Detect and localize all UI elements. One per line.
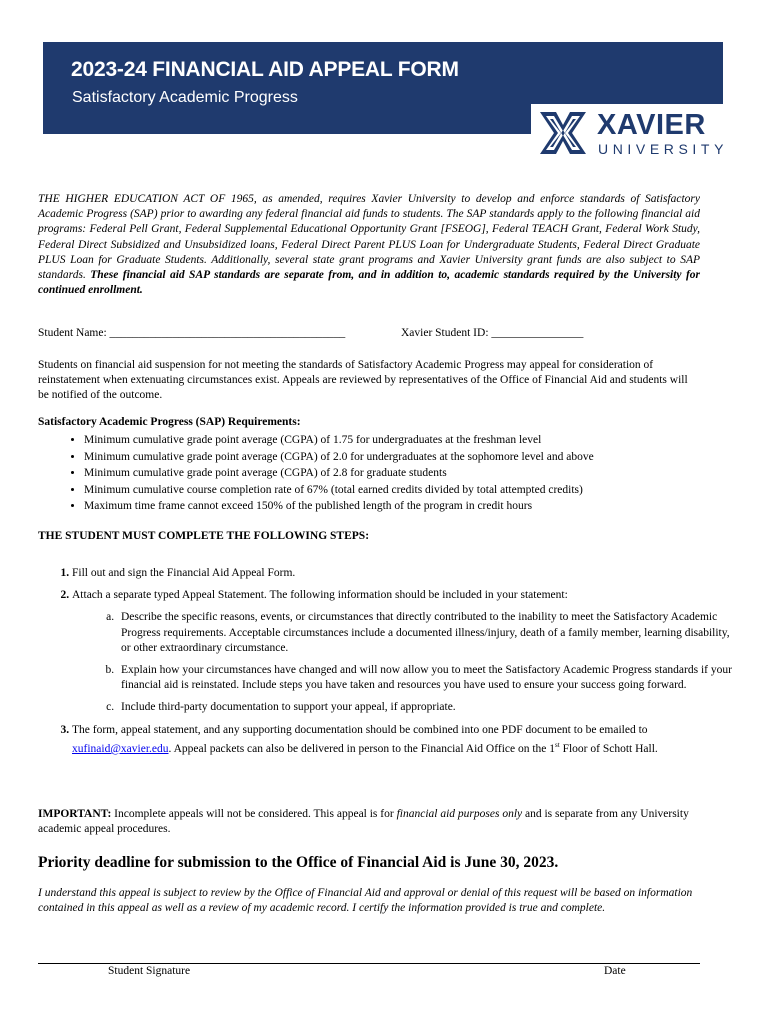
intro-paragraph <box>38 192 700 298</box>
list-item: • Minimum cumulative grade point average (CGPA) of 1.75 for undergraduates at the freshman level <box>84 432 700 449</box>
step-3-text-end: Floor of Schott Hall. <box>559 742 658 755</box>
sap-heading: Satisfactory Academic Progress (SAP) Requirements: <box>38 416 301 428</box>
list-item: • Minimum cumulative grade point average (CGPA) of 2.8 for graduate students <box>84 465 700 482</box>
step-3-text-after: . Appeal packets can also be delivered in person to the Financial Aid Office on the 1 <box>168 742 556 755</box>
list-item: • Minimum cumulative grade point average (CGPA) of 2.0 for undergraduates at the sophomore level and above <box>84 449 700 466</box>
sap-section <box>38 415 700 515</box>
important-note <box>38 807 700 837</box>
intro-bold-text: These financial aid SAP standards are separate from, and in addition to, academic standards required by the University for continued enrollment. <box>38 269 700 297</box>
list-item: c. Include third-party documentation to support your appeal, if appropriate. <box>117 700 734 715</box>
step-3 <box>72 723 734 757</box>
student-id-field[interactable]: Xavier Student ID: ________________ <box>401 327 584 339</box>
list-item: b. Explain how your circumstances have changed and will now allow you to meet the Satisfactory Academic Progress standards if your financial aid is reinstated. Include steps you have taken and resources you have used to ensure your success going forward. <box>117 663 734 693</box>
important-label: IMPORTANT: <box>38 808 112 820</box>
step-1-text: Fill out and sign the Financial Aid Appeal Form. <box>72 567 296 579</box>
date-label: Date <box>604 965 626 977</box>
important-text: Incomplete appeals will not be considered. This appeal is for <box>111 808 397 820</box>
step-2-sublist <box>72 610 734 715</box>
step-2-text: Attach a separate typed Appeal Statement. The following information should be included in your statement: <box>72 589 568 602</box>
step-3-text: The form, appeal statement, and any supporting documentation should be combined into one PDF document to be emailed to <box>72 723 648 736</box>
important-italic: financial aid purposes only <box>396 808 523 820</box>
suspension-paragraph: Students on financial aid suspension for not meeting the standards of Satisfactory Academic Progress may appeal for consideration of reinstatement when extenuating circumstances exist. Appeals are reviewed by representatives of the Office of Financial Aid and students will be notified of the outcome. <box>38 359 688 402</box>
steps-heading: THE STUDENT MUST COMPLETE THE FOLLOWING STEPS: <box>38 530 370 542</box>
certification-statement: I understand this appeal is subject to review by the Office of Financial Aid and approval or denial of this request will be based on information contained in this appeal as well as a review of my academic record. I certify the information provided is true and complete. <box>38 887 693 915</box>
step-2 <box>72 588 734 715</box>
sap-requirements-list <box>38 432 700 515</box>
steps-list <box>38 566 734 764</box>
list-item: • Minimum cumulative course completion rate of 67% (total earned credits divided by total attempted credits) <box>84 482 700 499</box>
step-1 <box>72 566 734 581</box>
xavier-x-logo-icon <box>538 110 588 156</box>
priority-deadline: Priority deadline for submission to the Office of Financial Aid is June 30, 2023. <box>38 854 559 871</box>
form-title: 2023-24 FINANCIAL AID APPEAL FORM <box>71 58 459 81</box>
logo-subtext: UNIVERSITY <box>598 141 729 157</box>
important-text-2: and is separate from any University academic appeal procedures. <box>38 808 689 836</box>
intro-text: THE HIGHER EDUCATION ACT OF 1965, as amended, requires Xavier University to develop and enforce standards of Satisfactory Academic Progress (SAP) prior to awarding any federal financial aid funds to students. The SAP standards apply to the following financial aid programs: Federal Pell Grant, Federal Supplemental Educational Opportunity Grant [FSEOG], Federal TEACH Grant, Federal Work Study, Federal Direct Subsidized and Unsubsidized loans, Federal Direct Parent PLUS Loan for Undergraduate Students, Federal Direct Graduate PLUS Loan for Graduate Students. Additionally, several state grant programs and Xavier University grant funds are also subject to SAP standards. <box>38 193 700 282</box>
student-name-field[interactable]: Student Name: _________________________________________ <box>38 327 346 339</box>
email-link[interactable]: xufinaid@xavier.edu <box>72 742 169 755</box>
list-item: a. Describe the specific reasons, events, or circumstances that directly contributed to the inability to meet the Satisfactory Academic Progress requirements. Acceptable circumstances include a documented illness/injury, death of a family member, learning disability, or other extraordinary circumstance. <box>117 610 734 656</box>
logo-wordmark: XAVIER <box>597 109 706 141</box>
step-3-sup: st <box>555 740 560 749</box>
student-signature-label: Student Signature <box>108 965 191 977</box>
form-subtitle: Satisfactory Academic Progress <box>72 89 298 106</box>
list-item: • Maximum time frame cannot exceed 150% of the published length of the program in credit hours <box>84 498 700 515</box>
